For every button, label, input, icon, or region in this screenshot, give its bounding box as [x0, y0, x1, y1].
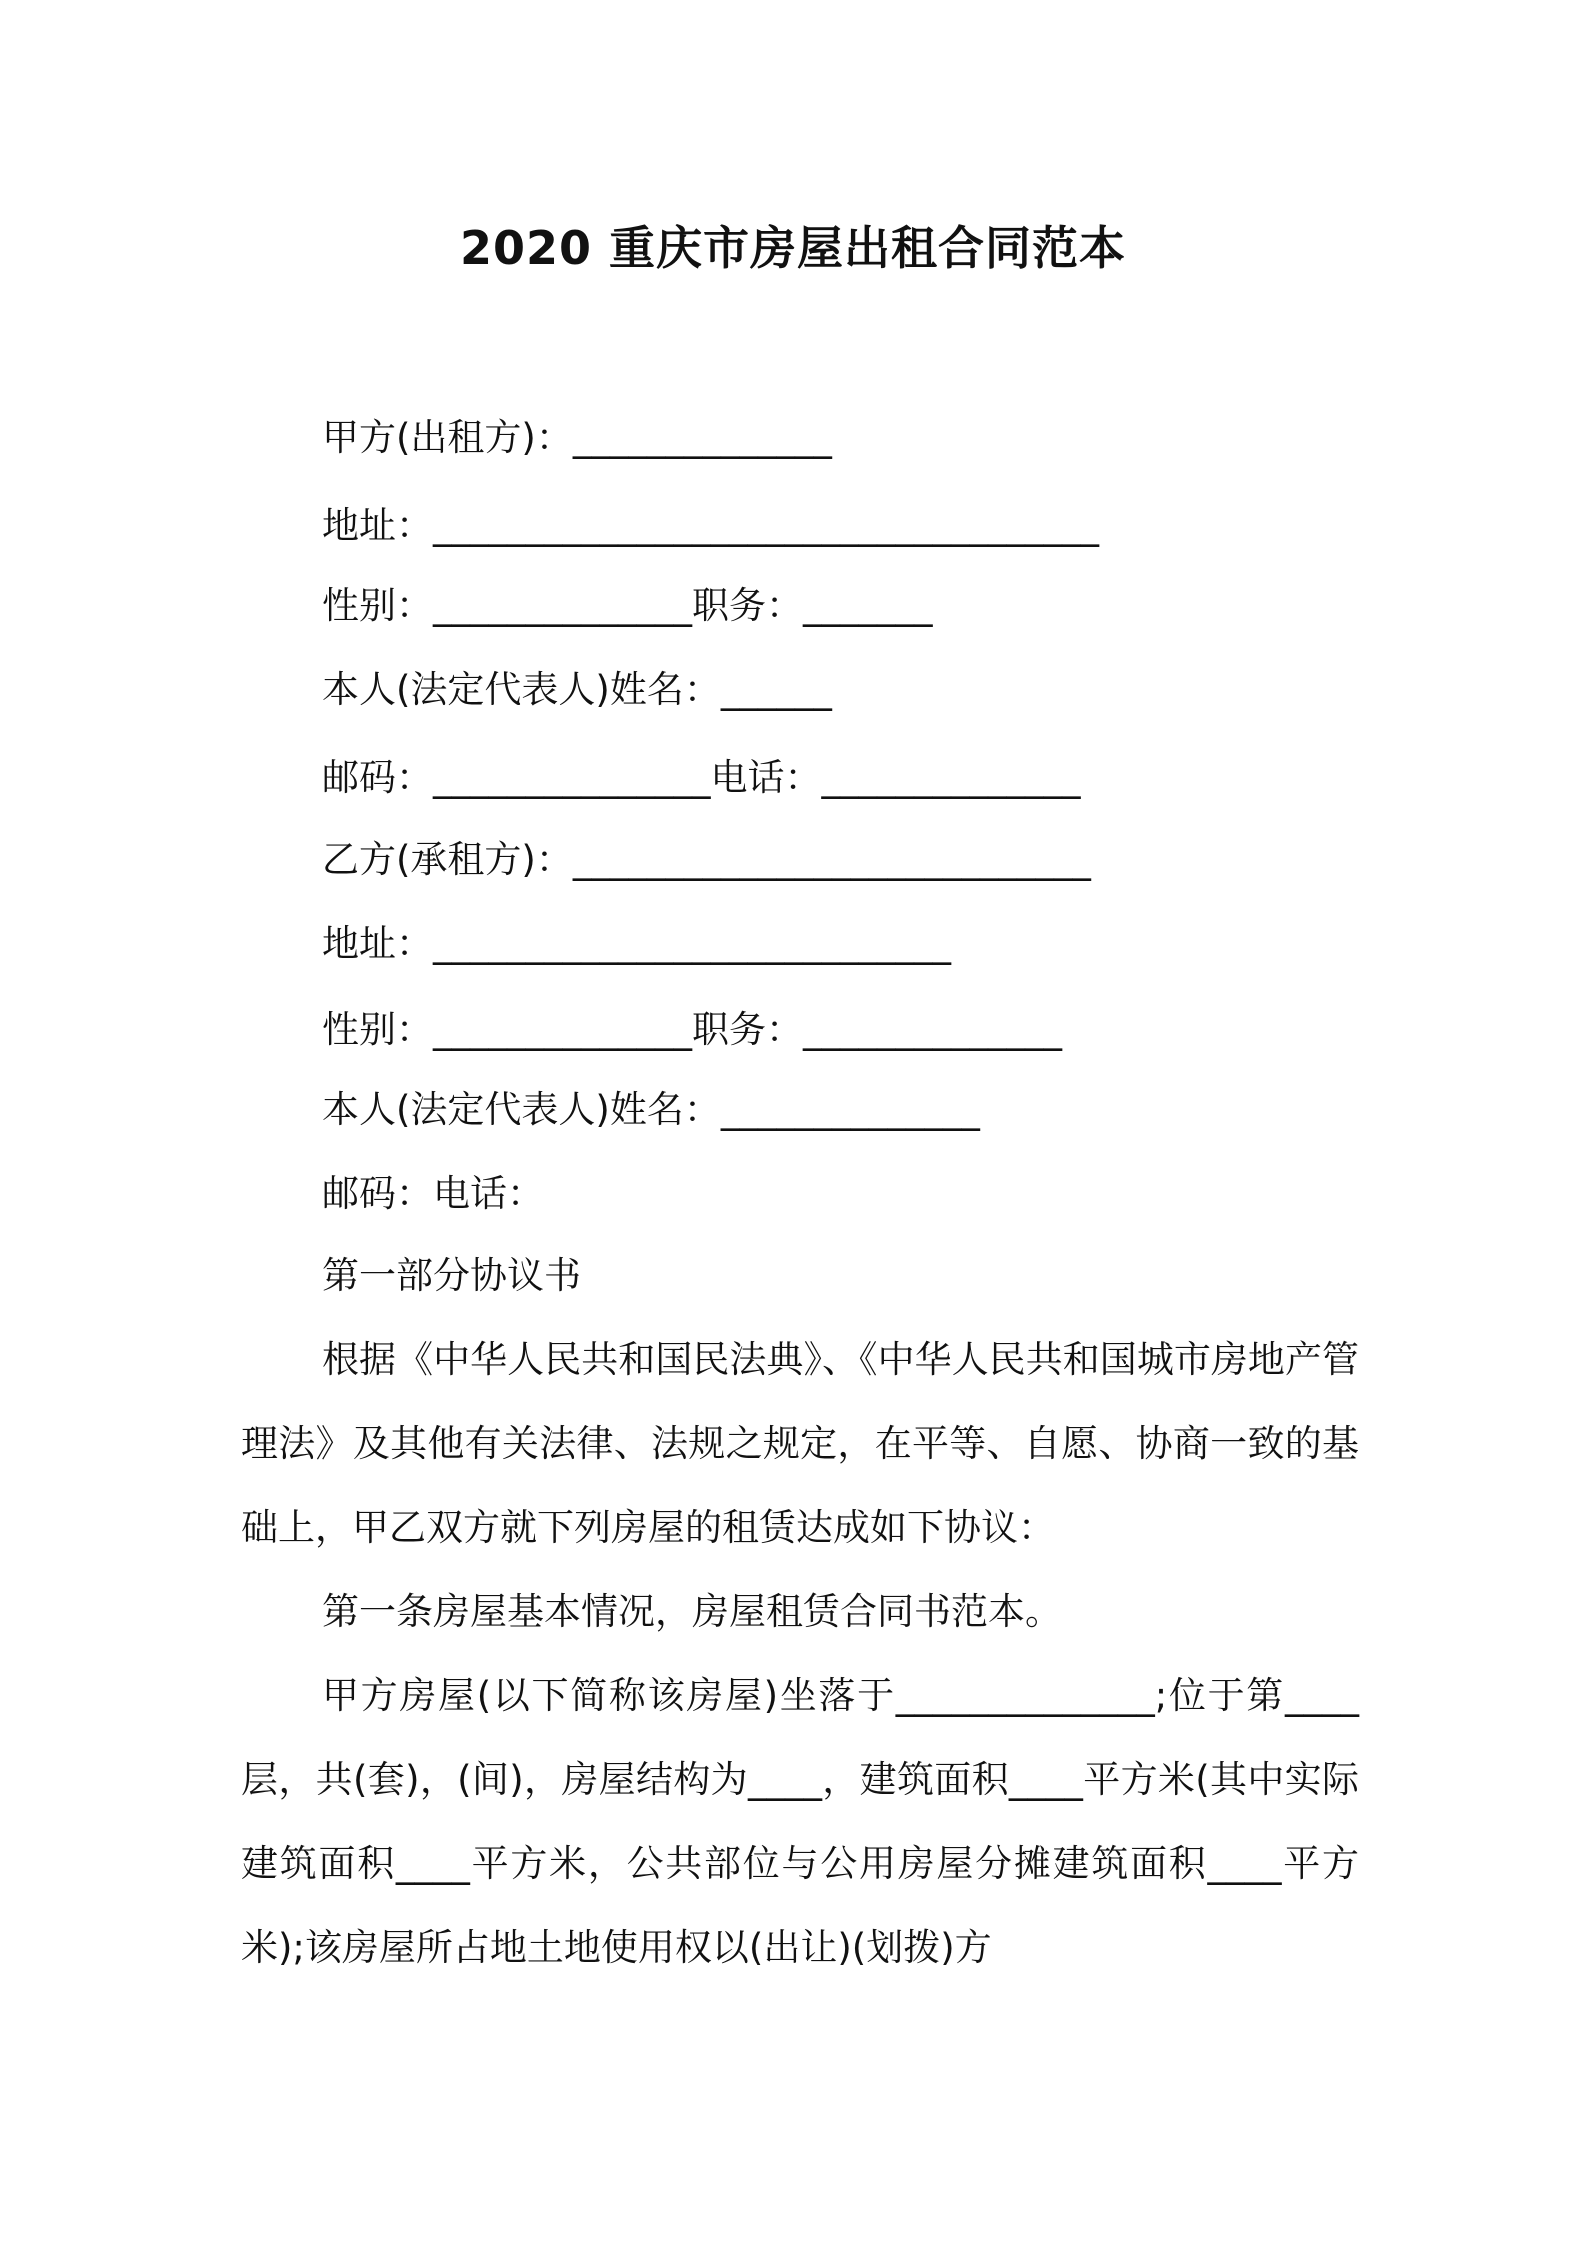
party-a-postcode-phone-line: 邮码：_______________电话：______________	[322, 756, 1081, 799]
document-title: 2020 重庆市房屋出租合同范本	[459, 221, 1127, 275]
party-a-gender-title-line: 性别：______________职务：_______	[322, 584, 933, 627]
party-a-address-line: 地址：____________________________________	[322, 504, 1099, 547]
party-b-representative-line: 本人(法定代表人)姓名：______________	[322, 1088, 980, 1131]
party-a-representative-line: 本人(法定代表人)姓名：______	[322, 668, 832, 711]
section-heading: 第一部分协议书	[322, 1254, 581, 1297]
article-1-heading: 第一条房屋基本情况，房屋租赁合同书范本。	[322, 1590, 1062, 1633]
paragraph-property-details: 甲方房屋(以下简称该房屋)坐落于______________;位于第____层，共(套)，(间)，房屋结构为____，建筑面积____平方米(其中实际建筑面积____平方米，公共部位与公用房屋分摊建筑面积____平方米);该房屋所占地土地使用权以(出让)(划拨)方	[241, 1674, 1359, 1969]
party-b-name-line: 乙方(承租方)：____________________________	[322, 838, 1091, 881]
party-a-name-line: 甲方(出租方)：______________	[322, 416, 832, 459]
party-b-gender-title-line: 性别：______________职务：______________	[322, 1008, 1062, 1051]
party-b-address-line: 地址：____________________________	[322, 922, 951, 965]
paragraph-agreement-basis: 根据《中华人民共和国民法典》、《中华人民共和国城市房地产管理法》及其他有关法律、法规之规定，在平等、自愿、协商一致的基础上，甲乙双方就下列房屋的租赁达成如下协议：	[241, 1338, 1359, 1549]
party-b-postcode-phone-line: 邮码：电话：	[322, 1172, 544, 1215]
